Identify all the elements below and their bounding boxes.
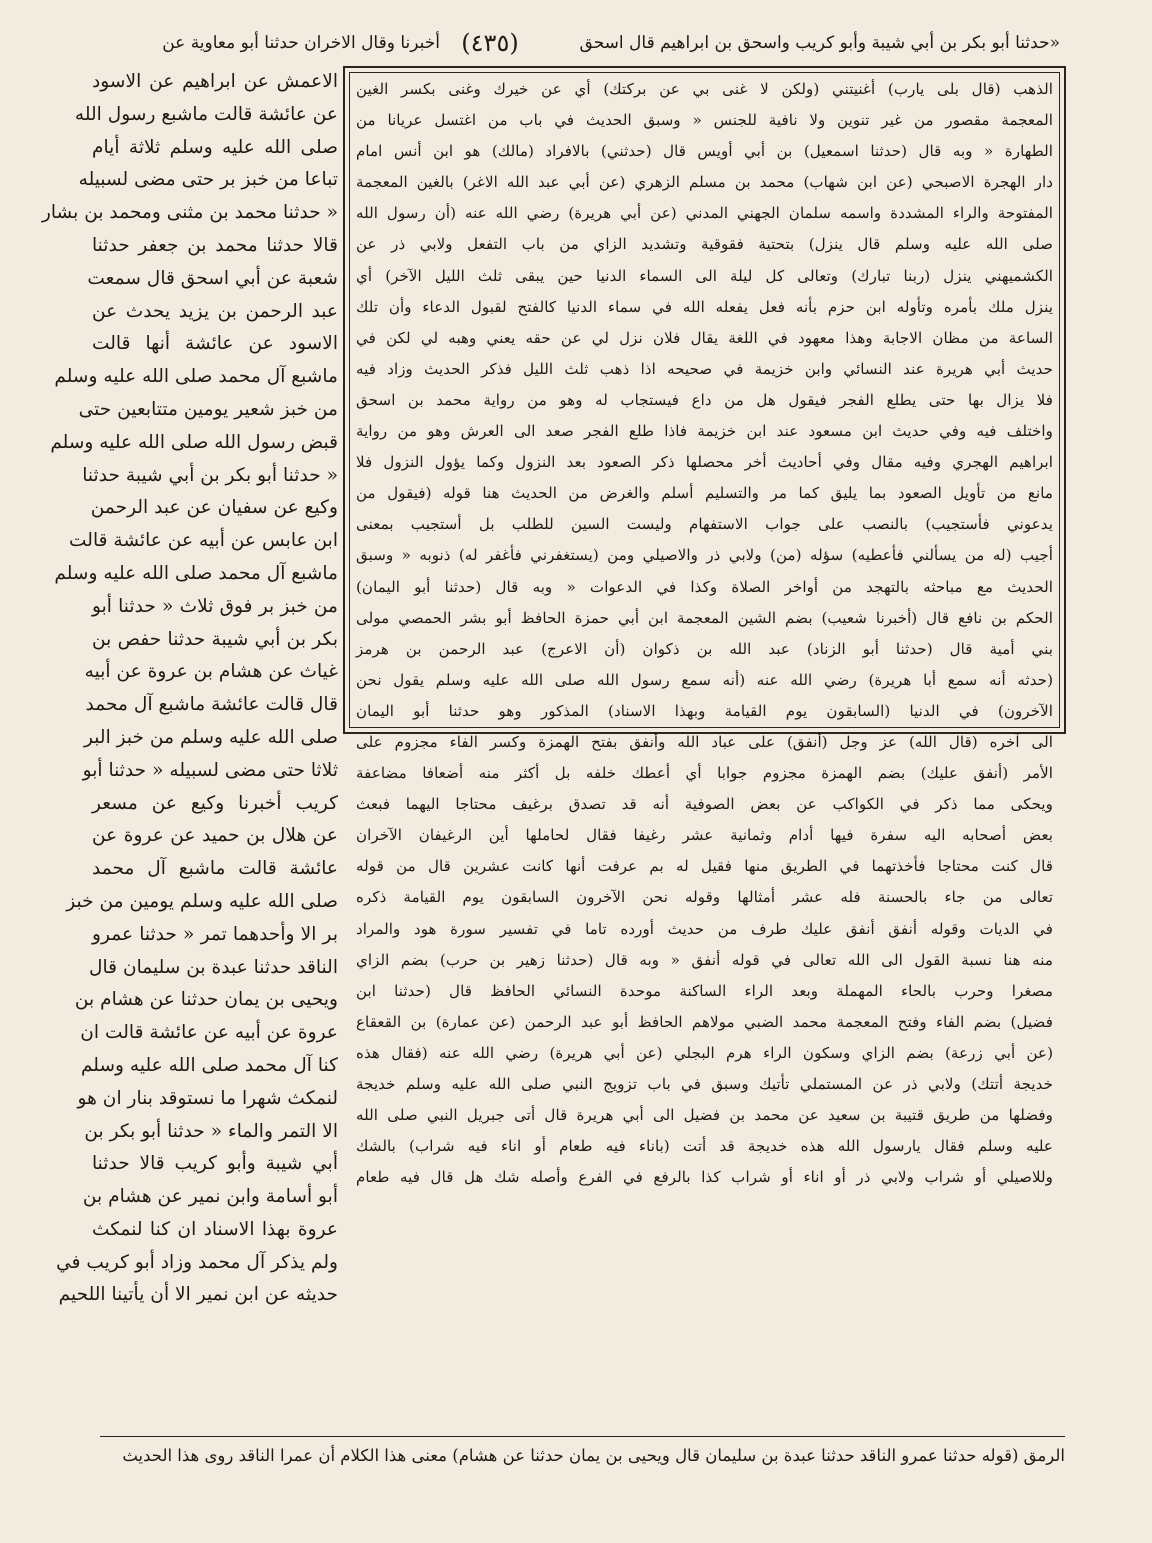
margin-text-line: ماشبع آل محمد صلى الله عليه وسلم xyxy=(54,562,338,584)
commentary-text-line: مانع من تأويل الصعود بما يليق كما مر والتسليم أسلم والغرض من الحديث هنا قوله (فيقول من xyxy=(356,484,1053,503)
footnote-divider xyxy=(100,1436,1065,1437)
commentary-text-line: الحكم بن نافع قال (أخبرنا شعيب) بضم الشين المعجمة ابن أبي حمزة الحافظ أبو بشر الحمصي مولى xyxy=(356,608,1053,627)
commentary-text-line: الطهارة « وبه قال (حدثنا اسمعيل) بن أبي أويس قال (حدثني) بالافراد (مالك) هو ابن أنس امام xyxy=(356,142,1053,161)
margin-text-line: حديثه عن ابن نمير الا أن يأتينا اللحيم xyxy=(58,1284,338,1306)
commentary-text-line: مصغرا وحرب بالحاء المهملة وبعد الراء الساكنة موحدة النسائي الحافظ قال (حدثنا ابن xyxy=(356,981,1053,1000)
margin-text-line: عائشة قالت ماشبع آل محمد xyxy=(92,858,338,880)
margin-text-line: غياث عن هشام بن عروة عن أبيه xyxy=(84,661,338,683)
margin-text-line: ويحيى بن يمان حدثنا عن هشام بن xyxy=(74,989,338,1011)
commentary-text-line: يدعوني فأستجيب) بالنصب على جواب الاستفهام وليست السين للطلب بل أستجيب بمعنى xyxy=(356,515,1053,534)
margin-text-line: تباعا من خبز بر حتى مضى لسبيله xyxy=(78,169,338,191)
margin-text-line: « حدثنا أبو بكر بن أبي شيبة حدثنا xyxy=(82,464,338,486)
header-running-text-left: أخبرنا وقال الاخران حدثنا أبو معاوية عن xyxy=(162,33,440,53)
commentary-text-line: الذهب (قال بلى يارب) أغنيتني (ولكن لا غنى بي عن بركتك) أي عن خيرك وغنى بكسر الغين xyxy=(356,80,1053,98)
page-number: (٤٣٥) xyxy=(461,29,519,57)
commentary-text-line: ينزل ملك بأمره وتأوله ابن حزم بأنه فعل يفعله الله في سماء الدنيا كالفتح لقبول الدعاء وأن تلك xyxy=(356,297,1053,316)
commentary-text-line: بعض أصحابه اليه سفرة فيها أدام وثمانية عشر رغيفا فقال لحاملها أين الرغيفان الآخران xyxy=(356,826,1053,845)
margin-text-line: بكر بن أبي شيبة حدثنا حفص بن xyxy=(92,628,338,650)
margin-text-line: كنا آل محمد صلى الله عليه وسلم xyxy=(80,1054,338,1076)
commentary-text-line: الكشميهني ينزل (ربنا تبارك) وتعالى كل ليلة الى السماء الدنيا حين يبقى ثلث الليل الآخر) أي xyxy=(356,266,1053,285)
margin-text-line: صلى الله عليه وسلم يومين من خبز xyxy=(66,890,338,912)
margin-text-line: أبو أسامة وابن نمير عن هشام بن xyxy=(82,1186,338,1208)
margin-text-line: قالا حدثنا محمد بن جعفر حدثنا xyxy=(92,234,338,256)
margin-text-line: كريب أخبرنا وكيع عن مسعر xyxy=(92,792,338,814)
margin-text-line: قبض رسول الله صلى الله عليه وسلم xyxy=(50,431,338,453)
commentary-text-line: الآخرون) في الدنيا (السابقون يوم القيامة وبهذا الاسناد) المذكور وهو حدثنا أبو اليمان xyxy=(356,701,1053,720)
commentary-text-line: دار الهجرة الاصبحي (عن ابن شهاب) محمد بن مسلم الزهري (عن أبي عبد الله الاغر) بالغين المعجمة xyxy=(356,173,1053,192)
commentary-text-block xyxy=(356,74,1053,1187)
commentary-text-line: ويحكى مما ذكر في الكواكب عن بعض الصوفية أنه قد تصدق برغيف محتاجا اليهما فبعث xyxy=(356,795,1053,814)
commentary-text-line: (عن أبي زرعة) بضم الزاي وسكون الراء هرم البجلي (عن أبي هريرة) رضي الله عنه (فقال هذه xyxy=(356,1043,1053,1062)
margin-text-line: ثلاثا حتى مضى لسبيله « حدثنا أبو xyxy=(82,759,338,781)
commentary-text-line: المعجمة مقصور من غير تنوين ولا نافية للجنس « وسبق الحديث في باب من اغتسل عريانا من xyxy=(356,111,1053,130)
header-running-text-right: «حدثنا أبو بكر بن أبي شيبة وأبو كريب واسحق بن ابراهيم قال اسحق xyxy=(579,33,1060,53)
margin-hadith-column xyxy=(41,66,338,1306)
commentary-text-line: فلا يزال بها حتى يطلع الفجر فيقول هل من داع فيستجاب له وهو من رواية محمد بن اسحق xyxy=(356,390,1053,409)
commentary-text-line: وفضلها من طريق قتيبة بن سعيد عن محمد بن فضيل الى أبي هريرة قال أتى جبريل النبي صلى الله xyxy=(356,1106,1053,1125)
commentary-text-line: قال كنت محتاجا فأخذتهما في الطريق منها فقيل له بم عرفت أنها كانت عشرين قال من قوله xyxy=(356,857,1053,876)
commentary-text-line: وللاصيلي أو شراب ولابي ذر أو اناء أو شراب كذا بالرفع في الفرع وأصله شك هل قال فيه طعام xyxy=(356,1168,1053,1187)
page-header xyxy=(95,22,1060,64)
commentary-text-line: الساعة من مظان الاجابة وهذا معهود في اللغة يقال فلان نزل لي عن حقه يعني وهبه لي لكن في xyxy=(356,328,1053,347)
commentary-text-line: حديث أبي هريرة عند النسائي وابن خزيمة في صحيحه اذا ذهب ثلث الليل فذكر الحديث وزاد فيه xyxy=(356,359,1053,378)
footnote: الرمق (قوله حدثنا عمرو الناقد حدثنا عبدة بن سليمان قال ويحيى بن يمان حدثنا عن هشام) معنى هذا الكلام أن عمرا الناقد روى هذا الحديث xyxy=(122,1446,1065,1465)
commentary-text-line: منه هنا نسبة القول الى الله تعالى في قوله أنفق « وبه قال (حدثنا زهير بن حرب) بضم الزاي xyxy=(356,950,1053,969)
margin-text-line: ولم يذكر آل محمد وزاد أبو كريب في xyxy=(56,1251,338,1273)
margin-text-line: الاسود عن عائشة أنها قالت xyxy=(92,333,338,355)
margin-text-line: صلى الله عليه وسلم ثلاثة أيام xyxy=(92,136,338,158)
commentary-text-line: الى آخره (قال الله) عز وجل (أنفق) على عباد الله وأنفق بفتح الهمزة وكسر الفاء مجزوم على xyxy=(356,732,1053,751)
margin-text-line: ابن عابس عن أبيه عن عائشة قالت xyxy=(69,530,338,552)
margin-text-line: عن عائشة قالت ماشبع رسول الله xyxy=(74,103,338,125)
commentary-text-line: (حدثه أنه سمع أبا هريرة) رضي الله عنه (أنه سمع رسول الله صلى الله عليه وسلم يقول نحن xyxy=(356,670,1053,689)
margin-text-line: عروة بهذا الاسناد ان كنا لنمكث xyxy=(92,1218,338,1240)
commentary-text-line: واختلف فيه وفي حديث ابن مسعود عند ابن خزيمة فاذا طلع الفجر صعد الى العرش وهو من رواية xyxy=(356,422,1053,441)
commentary-text-line: صلى الله عليه وسلم قال ينزل) بتحتية فقوقية وتشديد الزاي من باب التفعل ولابي ذر عن xyxy=(356,235,1053,254)
commentary-text-line: تعالى من جاء بالحسنة فله عشر أمثالها وقوله نحن الآخرون السابقون يوم القيامة ذكره xyxy=(356,888,1053,907)
commentary-text-line: فضيل) بضم الفاء وفتح المعجمة محمد الضبي مولاهم الحافظ أبو عبد الرحمن (عن عمارة) بن القعقاع xyxy=(356,1012,1053,1031)
margin-text-line: الاعمش عن ابراهيم عن الاسود xyxy=(92,71,338,92)
margin-text-line: الا التمر والماء « حدثنا أبو بكر بن xyxy=(84,1120,338,1142)
margin-text-line: عبد الرحمن بن يزيد يحدث عن xyxy=(92,300,338,322)
margin-text-line: الناقد حدثنا عبدة بن سليمان قال xyxy=(88,956,338,978)
commentary-text-line: المفتوحة والراء المشددة واسمه سلمان الجهني المدني (عن أبي هريرة) رضي الله عنه (أن رسول الله xyxy=(356,204,1053,223)
commentary-text-line: عليه وسلم فقال يارسول الله هذه خديجة قد أتت (باناء فيه طعام أو اناء فيه شراب) بالشك xyxy=(356,1137,1053,1156)
commentary-text-line: خديجة أتتك) ولابي ذر عن المستملي تأتيك وسبق في باب تزويج النبي صلى الله عليه وسلم خديجة xyxy=(356,1075,1053,1093)
commentary-text-line: بني أمية قال (حدثنا أبو الزناد) عبد الله بن ذكوان (أن الاعرج) عبد الرحمن بن هرمز xyxy=(356,639,1053,658)
commentary-text-line: ابراهيم الهجري وفيه مقال وفي أحاديث أخر محصلها ذكر الصعود بعد النزول وكما يؤول النزول فلا xyxy=(356,453,1053,472)
margin-text-line: بر الا وأحدهما تمر « حدثنا عمرو xyxy=(92,923,338,945)
commentary-text-line: الأمر (أنفق عليك) بضم الهمزة مجزوم جوابا أي أعطك خلفه بل أكثر منه أضعافا مضاعفة xyxy=(356,764,1053,783)
commentary-text-line: أجيب (له من يسألني فأعطيه) سؤله (من) ولابي ذر والاصيلي ومن (يستغفرني فأغفر له) ذنوبه « وسبق xyxy=(356,546,1053,565)
margin-text-line: عروة عن أبيه عن عائشة قالت ان xyxy=(80,1022,338,1044)
commentary-text-line: في الديات وقوله أنفق أنفق عليك طرف من حديث أورده تاما في تفسير سورة هود والمراد xyxy=(356,919,1053,938)
commentary-text-line: الحديث مع مباحثه بالتهجد من أواخر الصلاة وكذا في الدعوات « وبه قال (حدثنا أبو اليمان) xyxy=(356,577,1053,596)
margin-text-line: شعبة عن أبي اسحق قال سمعت xyxy=(87,267,338,289)
margin-text-line: أبي شيبة وأبو كريب قالا حدثنا xyxy=(92,1153,338,1175)
margin-text-line: قال قالت عائشة ماشبع آل محمد xyxy=(85,694,338,716)
margin-text-line: صلى الله عليه وسلم من خبز البر xyxy=(84,726,338,748)
margin-text-line: عن هلال بن حميد عن عروة عن xyxy=(92,825,338,847)
margin-text-line: « حدثنا محمد بن مثنى ومحمد بن بشار xyxy=(41,202,338,224)
margin-text-line: ماشبع آل محمد صلى الله عليه وسلم xyxy=(54,366,338,388)
margin-text-line: لنمكث شهرا ما نستوقد بنار ان هو xyxy=(77,1087,338,1109)
margin-text-line: وكيع عن سفيان عن عبد الرحمن xyxy=(90,497,338,519)
margin-text-line: من خبز بر فوق ثلاث « حدثنا أبو xyxy=(92,595,338,617)
margin-text-line: من خبز شعير يومين متتابعين حتى xyxy=(78,398,338,420)
